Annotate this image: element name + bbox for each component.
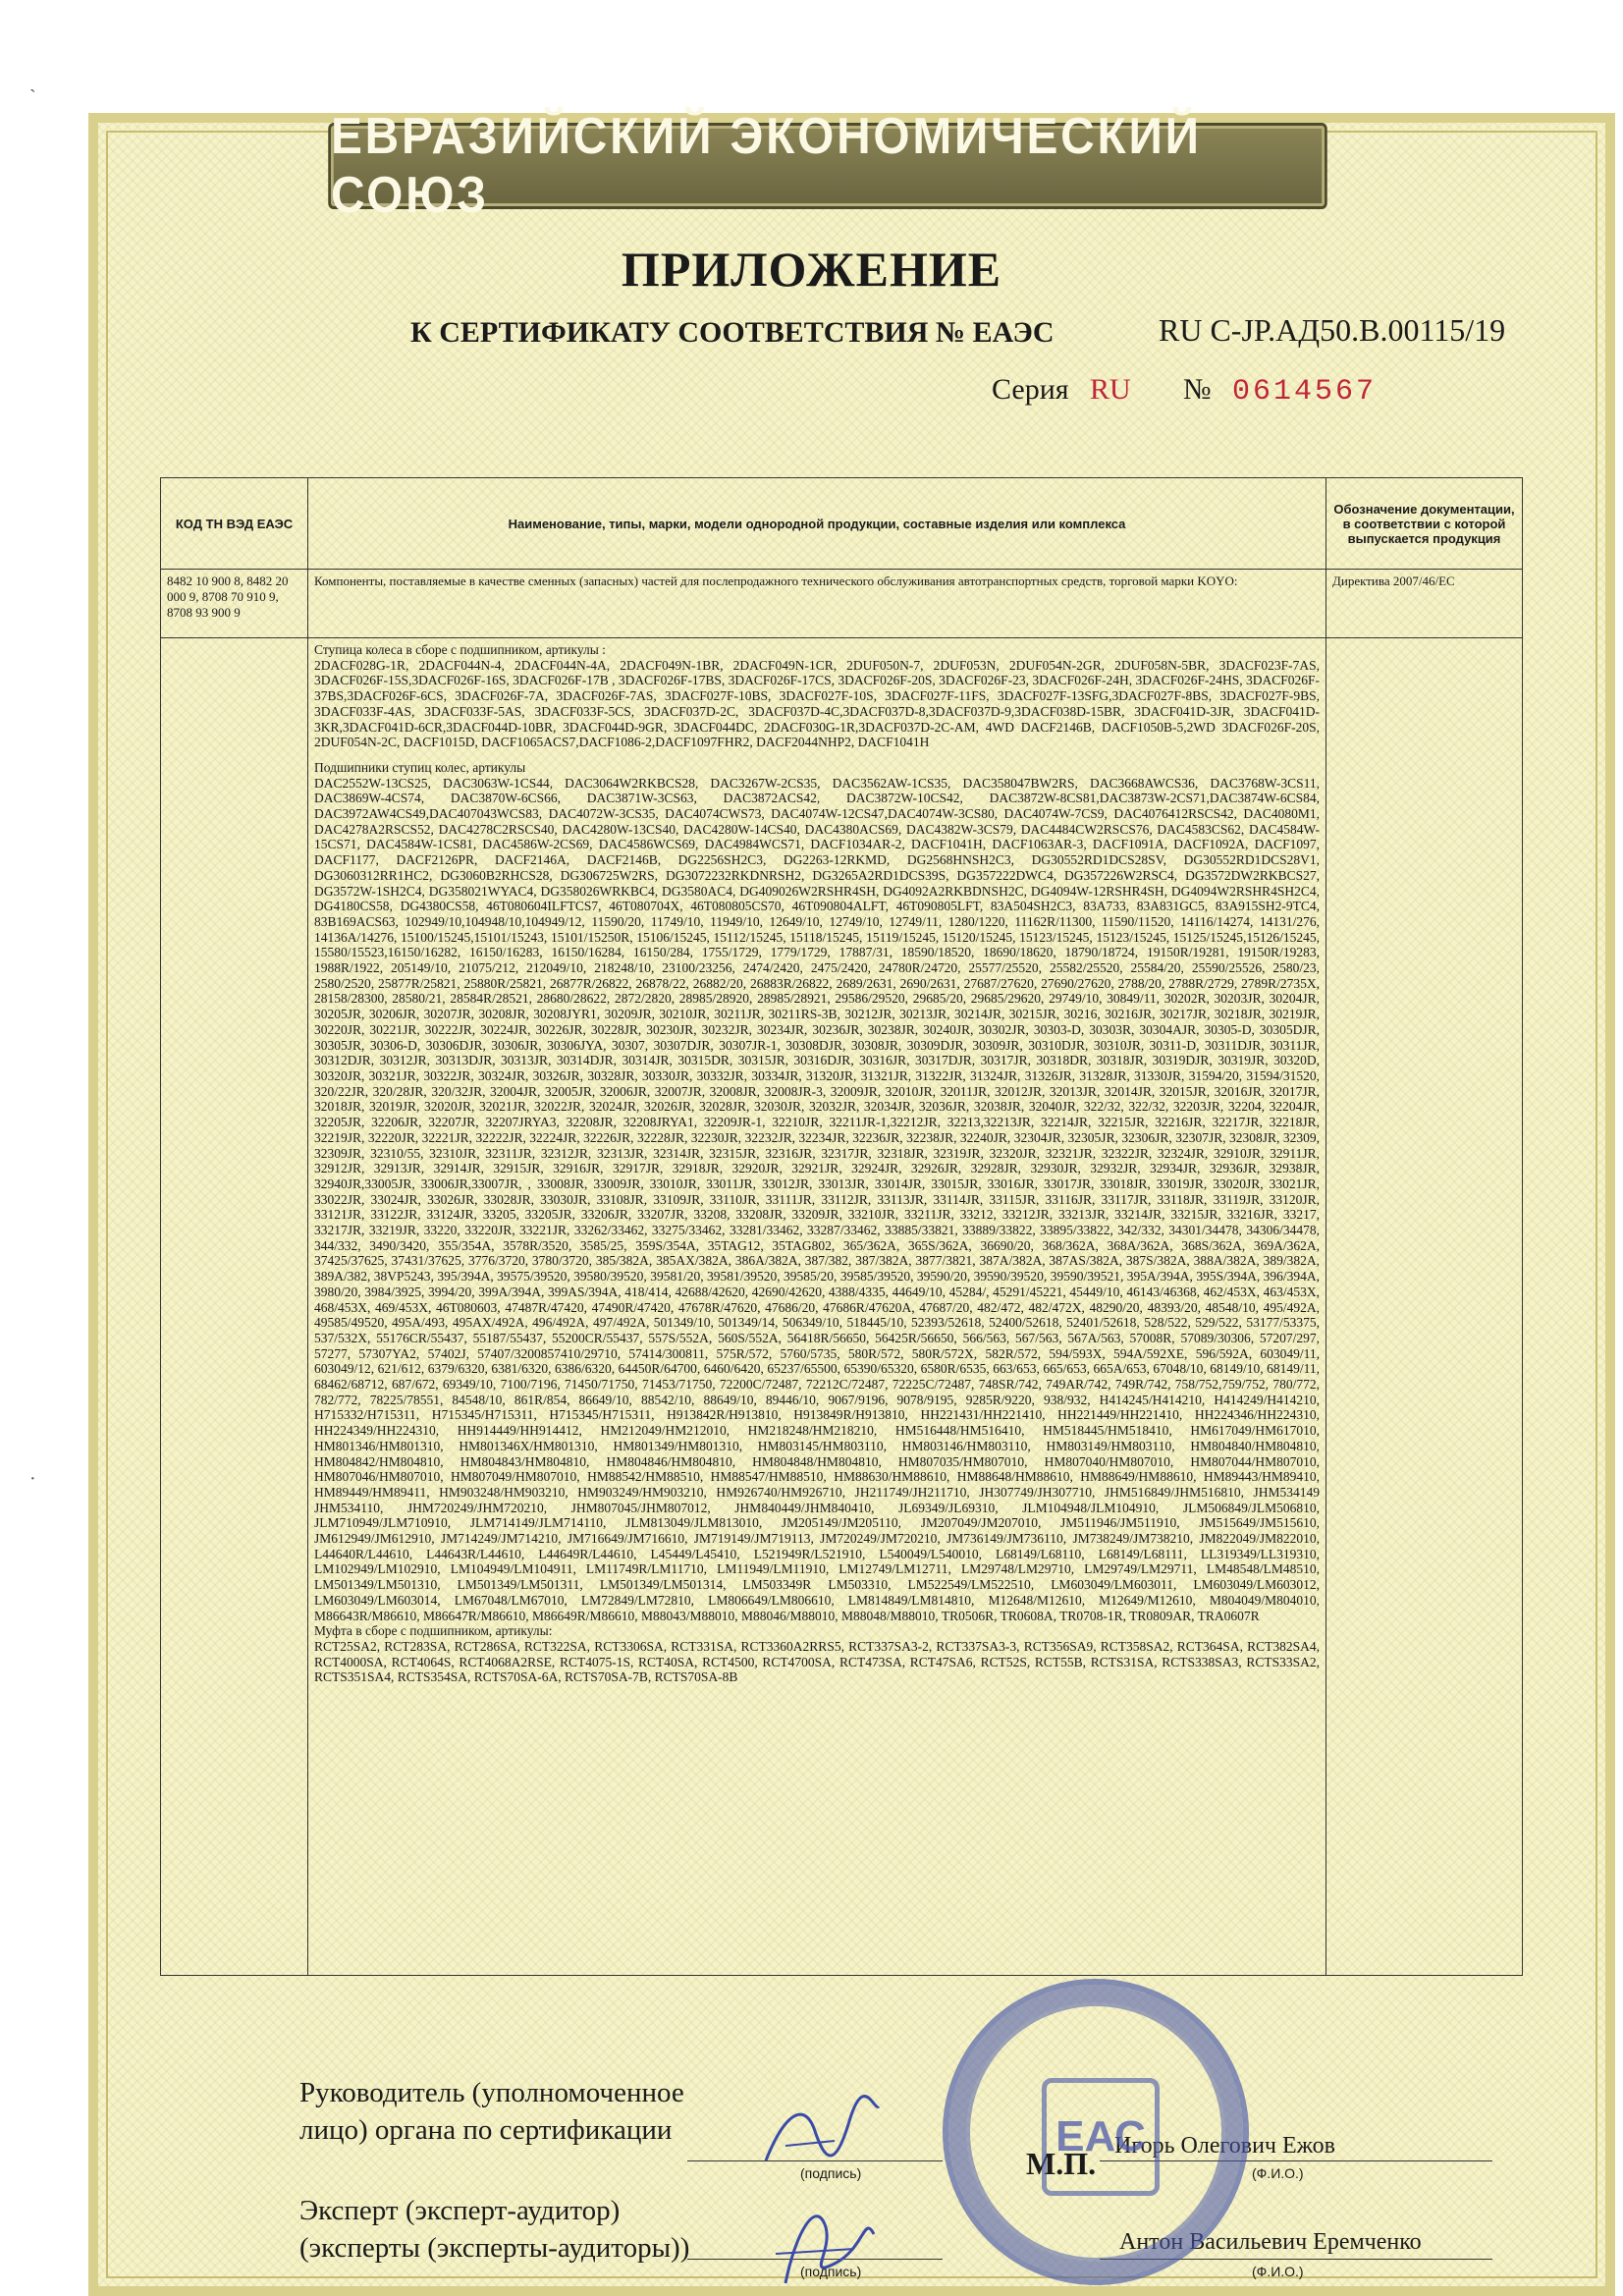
product-intro: Компоненты, поставляемые в качестве сменных (запасных) частей для послепродажного технического обслуживания автотранспортных средств, торговой марки KOYO: [308,570,1326,638]
empty-cell [161,638,308,1976]
col-code-header: КОД ТН ВЭД ЕАЭС [161,478,308,570]
certification-stamp-icon [943,1979,1249,2285]
bearing-title: Подшипники ступиц колес, артикулы [314,759,526,775]
document-title: ПРИЛОЖЕНИЕ [621,242,1002,297]
series-value: RU [1090,373,1131,406]
punch-mark: · [29,1468,36,1490]
punch-mark: ` [29,86,36,108]
hs-codes: 8482 10 900 8, 8482 20 000 9, 8708 70 910 9, 8708 93 900 9 [161,570,308,638]
col-name-header: Наименование, типы, марки, модели однородной продукции, составные изделия или комплекса [308,478,1326,570]
number-label: № [1183,373,1212,406]
serial-number: 0614567 [1232,375,1378,409]
clutch-title: Муфта в сборе с подшипником, артикулы: [314,1623,553,1639]
bearing-items: DAC2552W-13CS25, DAC3063W-1CS44, DAC3064W2RKBCS28, DAC3267W-2CS35, DAC3562AW-1CS35, DAC358047BW2RS, DAC3668AWCS36, DAC3768W-3CS11, DAC3869W-4CS74, DAC3870W-6CS66, DAC3871W-3CS63, DAC3872ACS42, DAC3872W-10CS42, DAC3872W-8CS81,DAC3873W-2CS71,DAC3874W-6CS84, DAC3972AW4CS49,DAC407043WCS83, DAC4072W-3CS35, DAC4074CWS73, DAC4074W-12CS47,DAC4074W-3CS80, DAC4074W-7CS9, DAC4076412RSCS42, DAC4080M1, DAC4278A2RSCS52, DAC4278C2RSCS40, DAC4280W-13CS40, DAC4280W-14CS40, DAC4380ACS69, DAC4382W-3CS79, DAC4484CW2RSCS76, DAC4583CS62, DAC4584W-15CS71, DAC4584W-1CS81, DAC4586W-2CS69, DAC4586WCS69, DAC4984WCS71, DACF1034AR-2, DACF1041H, DACF1063AR-3, DACF1091A, DACF1092A, DACF1097, DACF1177, DACF2126PR, DACF2146A, DACF2146B, DG2256SH2C3, DG2263-12RKMD, DG2568HNSH2C3, DG30552RD1DCS28SV, DG30552RD1DCS28V1, DG3060312RR1HC2, DG3060B2RHCS28, DG306725W2RS, DG3072232RKDNRSH2, DG3265A2RD1DCS39S, DG357222DWC4, DG357226W2RSC4, DG3572DW2RKBCS27, DG3572W-1SH2C4, DG358021WYAC4, DG358026WRKBC4, DG3580AC4, DG409026W2RSHR4SH, DG4092A2RKBDNSH2C, DG4094W-12RSHR4SH, DG4094W2RSHR4SH2C4, DG4180CS58, DG4380CS58, 46T080604ILFTCS7, 46T080704X, 46T080805CS70, 46T090804ALFT, 46T090805LFT, 83A504SH2C3, 83A733, 83A831GC5, 83A915SH2-9TC4, 83B169ACS63, 102949/10,104948/10,104949/12, 11590/20, 11749/10, 11949/10, 12649/10, 12749/10, 12749/11, 1280/1220, 11162R/11300, 11590/11520, 14116/14274, 14131/276, 14136A/14276, 15100/15245,15101/15243, 15101/15250R, 15106/15245, 15112/15245, 15118/15245, 15119/15245, 15120/15245, 15123/15245, 15123/15245, 15125/15245,15126/15245, 15580/15523,16150/16282, 16150/16283, 16150/16284, 16150/284, 1755/1729, 1779/1729, 17887/31, 18590/18520, 18690/18620, 18790/18724, 19150R/19281, 19150R/19283, 1988R/1922, 205149/10, 21075/212, 212049/10, 218248/10, 23100/23256, 2474/2420, 2475/2420, 24780R/24720, 25577/25520, 25582/25520, 25584/20, 25590/25526, 2580/23, 2580/2520, 25877R/25821, 25880R/25821, 26877R/26822, 26878/22, 26882/20, 26883R/26822, 2689/2631, 2690/2631, 27687/27620, 27690/27620, 2788/20, 2788R/2729, 2789R/2735X, 28158/28300, 28580/21, 28584R/28521, 28680/28622, 2872/2820, 28985/28920, 28985/28921, 29586/29520, 29685/20, 29685/29620, 29749/10, 30849/11, 30202R, 30203JR, 30204JR, 30205JR, 30206JR, 30207JR, 30208JR, 30208JYR1, 30209JR, 30210JR, 30211JR, 30211RS-3B, 30212JR, 30213JR, 30214JR, 30215JR, 30216, 30216JR, 30217JR, 30218JR, 30219JR, 30220JR, 30221JR, 30222JR, 30224JR, 30226JR, 30228JR, 30230JR, 30232JR, 30234JR, 30236JR, 30238JR, 30240JR, 30302JR, 30303-D, 30303R, 30304AJR, 30305-D, 30305DJR, 30305JR, 30306-D, 30306DJR, 30306JR, 30306JYA, 30307, 30307DJR, 30307JR-1, 30308DJR, 30308JR, 30309DJR, 30309JR, 30310DJR, 30310JR, 30311-D, 30311DJR, 30311JR, 30312DJR, 30312JR, 30313DJR, 30313JR, 30314DJR, 30314JR, 30315DR, 30315JR, 30316DJR, 30316JR, 30317DJR, 30317JR, 30318DR, 30318JR, 30319DJR, 30319JR, 30320D, 30320JR, 30321JR, 30322JR, 30324JR, 30326JR, 30328JR, 30330JR, 30332JR, 30334JR, 31320JR, 31321JR, 31322JR, 31324JR, 31326JR, 31328JR, 31330JR, 31594/20, 31594/31520, 320/22JR, 320/28JR, 320/32JR, 32004JR, 32005JR, 32006JR, 32007JR, 32008JR, 32008JR-3, 32009JR, 32010JR, 32011JR, 32012JR, 32013JR, 32014JR, 32015JR, 32016JR, 32017JR, 32018JR, 32019JR, 32020JR, 32021JR, 32022JR, 32024JR, 32026JR, 32028JR, 32030JR, 32032JR, 32034JR, 32036JR, 32038JR, 32040JR, 322/32, 322/32, 32203JR, 32204, 32204JR, 32205JR, 32206JR, 32207JR, 32207JRYA3, 32208JR, 32208JRYA1, 32209JR-1, 32210JR, 32211JR-1,32212JR, 32213,32213JR, 32214JR, 32215JR, 32216JR, 32217JR, 32218JR, 32219JR, 32220JR, 32221JR, 32222JR, 32224JR, 32226JR, 32228JR, 32230JR, 32232JR, 32234JR, 32236JR, 32238JR, 32240JR, 32304JR, 32305JR, 32306JR, 32307JR, 32308JR, 32309, 32309JR, 32310/55, 32310JR, 32311JR, 32312JR, 32313JR, 32314JR, 32315JR, 32316JR, 32317JR, 32318JR, 32319JR, 32320JR, 32321JR, 32322JR, 32324JR, 32910JR, 32911JR, 32912JR, 32913JR, 32914JR, 32915JR, 32916JR, 32917JR, 32918JR, 32920JR, 32921JR, 32924JR, 32926JR, 32928JR, 32930JR, 32932JR, 32934JR, 32936JR, 32938JR, 32940JR,33005JR, 33006JR,33007JR, , 33008JR, 33009JR, 33010JR, 33011JR, 33012JR, 33013JR, 33014JR, 33015JR, 33016JR, 33017JR, 33018JR, 33019JR, 33020JR, 33021JR, 33022JR, 33024JR, 33026JR, 33028JR, 33030JR, 33108JR, 33109JR, 33110JR, 33111JR, 33112JR, 33113JR, 33114JR, 33115JR, 33116JR, 33117JR, 33118JR, 33119JR, 33120JR, 33121JR, 33122JR, 33124JR, 33205, 33205JR, 33206JR, 33207JR, 33208, 33208JR, 33209JR, 33210JR, 33211JR, 33212, 33212JR, 33213JR, 33214JR, 33215JR, 33216JR, 33217, 33217JR, 33219JR, 33220, 33220JR, 33221JR, 33262/33462, 33275/33462, 33281/33462, 33287/33462, 33885/33821, 33889/33822, 33895/33822, 342/332, 34301/34478, 34306/34478, 344/332, 3490/3420, 355/354A, 3578R/3520, 3585/25, 359S/354A, 35TAG12, 35TAG802, 365/362A, 365S/362A, 36690/20, 368/362A, 368A/362A, 368S/362A, 369A/362A, 37425/37625, 37431/37625, 3776/3720, 3780/3720, 385/382A, 385AX/382A, 386A/382A, 387/382, 387/382A, 3877/3821, 387A/382A, 387AS/382A, 387S/382A, 388A/382A, 389/382A, 389A/382, 38VP5243, 395/394A, 39575/39520, 39580/39520, 39581/20, 39581/39520, 39585/20, 39585/39520, 39590/20, 39590/39520, 39590/39521, 395A/394A, 395S/394A, 396/394A, 3980/20, 3984/3925, 3994/20, 399A/394A, 399AS/394A, 418/414, 42688/42620, 42690/42620, 4388/4335, 44649/10, 45284/, 45291/45221, 45449/10, 46143/46368, 462/453X, 463/453X, 468/453X, 469/453X, 46T080603, 47487R/47420, 47490R/47420, 47678R/47620, 47686/20, 47686R/47620A, 47687/20, 482/472, 482/472X, 48290/20, 48393/20, 48548/10, 495/492A, 49585/49520, 495A/493, 495AX/492A, 496/492A, 497/492A, 501349/10, 501349/14, 506349/10, 518445/10, 52393/52618, 52400/52618, 52401/52618, 528/522, 529/522, 53177/53375, 537/532X, 55176CR/55437, 55187/55437, 55200CR/55437, 557S/552A, 560S/552A, 56418R/56650, 56425R/56650, 566/563, 567/563, 567A/563, 57008R, 57089/30306, 57207/297, 57277, 57307YA2, 57402J, 57407/3200857410/29710, 57414/300811, 575R/572, 5760/5735, 580R/572, 580R/572X, 582R/572, 594/593X, 594A/592XE, 596/592A, 603049/11, 603049/12, 621/612, 6379/6320, 6381/6320, 6386/6320, 64450R/64700, 6460/6420, 65237/65500, 65390/65320, 6580R/6535, 663/653, 665/653, 665A/653, 67048/10, 68149/10, 68149/11, 68462/68712, 687/672, 69349/10, 7100/7196, 71450/71750, 71453/71750, 72200C/72487, 72212C/72487, 72225C/72487, 748SR/742, 749AR/742, 749R/742, 758/752,759/752, 780/772, 782/772, 78225/78551, 84548/10, 861R/854, 86649/10, 88542/10, 88649/10, 89446/10, 9067/9196, 9078/9195, 9285R/9220, 938/932, H414245/H414210, H414249/H414210, H715332/H715311, H715345/H715311, H715345/H715311, H913842R/H913810, H913849R/H913810, HH221431/HH221410, HH221449/HH221410, HH224346/HH224310, HH224349/HH224310, HH914449/HH914412, HM212049/HM212010, HM218248/HM218210, HM516448/HM516410, HM518445/HM518410, HM617049/HM617010, HM801346/HM801310, HM801346X/HM801310, HM801349/HM801310, HM803145/HM803110, HM803146/HM803110, HM803149/HM803110, HM804840/HM804810, HM804842/HM804810, HM804843/HM804810, HM804846/HM804810, HM804848/HM804810, HM807035/HM807010, HM807040/HM807010, HM807044/HM807010, HM807046/HM807010, HM807049/HM807010, HM88542/HM88510, HM88547/HM88510, HM88630/HM88610, HM88648/HM88610, HM88649/HM88610, HM89443/HM89410, HM89449/HM89411, HM903248/HM903210, HM903249/HM903210, HM926740/HM926710, JH211749/JH211710, JH307749/JH307710, JHM516849/JHM516810, JHM534149 JHM534110, JHM720249/JHM720210, JHM807045/JHM807012, JHM840449/JHM840410, JL69349/JL69310, JLM104948/JLM104910, JLM506849/JLM506810, JLM710949/JLM710910, JLM714149/JLM714110, JLM813049/JLM813010, JM205149/JM205110, JM207049/JM207010, JM511946/JM511910, JM515649/JM515610, JM612949/JM612910, JM714249/JM714210, JM716649/JM716610, JM719149/JM719113, JM720249/JM720210, JM736149/JM736110, JM738249/JM738210, JM822049/JM822010, L44640R/L44610, L44643R/L44610, L44649R/L44610, L45449/L45410, L521949R/L521910, L540049/L540010, L68149/L68110, L68149/L68111, LL319349/LL319310, LM102949/LM102910, LM104949/LM104911, LM11749R/LM11710, LM11949/LM11910, LM12749/LM12711, LM29748/LM29710, LM29749/LM29711, LM48548/LM48510, LM501349/LM501310, LM501349/LM501311, LM501349/LM501314, LM503349R LM503310, LM522549/LM522510, LM603049/LM603011, LM603049/LM603012, LM603049/LM603014, LM67048/LM67010, LM72849/LM72810, LM806649/LM806610, LM814849/LM814810, M12648/M12610, M12649/M12610, M804049/M804010, M86643R/M86610, M86647R/M86610, M86649R/M86610, M88043/M88010, M88046/M88010, M88048/M88010, TR0506R, TR0608A, TR0708-1R, TR0809AR, TRA0607R [314,775,1320,1623]
head-name: Игорь Олегович Ежов [1114,2133,1335,2159]
expert-label: Эксперт (эксперт-аудитор) (эксперты (эксперты-аудиторы)) [299,2195,690,2264]
seal-label: М.П. [1026,2146,1097,2181]
head-name-caption: (Ф.И.О.) [1252,2165,1304,2181]
expert-name: Антон Васильевич Еремченко [1119,2229,1422,2255]
product-list-cell [308,638,1326,1976]
expert-signature-icon [766,2195,884,2293]
series-label: Серия [992,373,1069,406]
union-banner [328,108,1327,224]
head-signature-icon [756,2092,884,2180]
hub-title: Ступица колеса в сборе с подшипником, артикулы : [314,642,606,657]
certificate-subtitle: К СЕРТИФИКАТУ СООТВЕТСТВИЯ № ЕАЭС [410,316,1055,349]
head-label: Руководитель (уполномоченное лицо) органа по сертификации [299,2077,684,2146]
expert-signature-caption: (подпись) [800,2264,862,2279]
table-row [161,638,1523,1976]
table-row [161,570,1523,638]
certificate-number: RU C-JP.АД50.В.00115/19 [1159,312,1506,348]
directive-cell: Директива 2007/46/ЕС [1326,570,1523,638]
union-title: ЕВРАЗИЙСКИЙ ЭКОНОМИЧЕСКИЙ СОЮЗ [331,108,1202,224]
expert-name-caption: (Ф.И.О.) [1252,2264,1304,2279]
empty-cell [1326,638,1523,1976]
eac-mark: ЕАС [1042,2078,1160,2196]
hub-items: 2DACF028G-1R, 2DACF044N-4, 2DACF044N-4A, 2DACF049N-1BR, 2DACF049N-1CR, 2DUF050N-7, 2DUF053N, 2DUF054N-2GR, 2DUF058N-5BR, 3DACF023F-7AS, 3DACF026F-15S,3DACF026F-16S, 3DACF026F-17B , 3DACF026F-17BS, 3DACF026F-17CS, 3DACF026F-20S, 3DACF026F-23, 3DACF026F-24H, 3DACF026F-24HS, 3DACF026F-37BS,3DACF026F-6CS, 3DACF026F-7A, 3DACF026F-7AS, 3DACF027F-10BS, 3DACF027F-10S, 3DACF027F-11FS, 3DACF027F-13SFG,3DACF027F-8BS, 3DACF027F-9BS, 3DACF033F-4AS, 3DACF033F-5AS, 3DACF033F-5CS, 3DACF037D-2C, 3DACF037D-4C,3DACF037D-8,3DACF037D-9,3DACF038D-15BR, 3DACF041D-3JR, 3DACF041D-3KR,3DACF041D-6CR,3DACF044D-10BR, 3DACF044D-9GR, 3DACF044DC, 2DACF030G-1R,3DACF037D-2C-AM, 4WD DACF2146B, DACF1050B-5,2WD 3DACF026F-20S, 2DUF054N-2C, DACF1015D, DACF1065ACS7,DACF1086-2,DACF1097FHR2, DACF2044NHP2, DACF1041H [314,657,1320,750]
head-signature-caption: (подпись) [800,2165,862,2181]
clutch-items: RCT25SA2, RCT283SA, RCT286SA, RCT322SA, RCT3306SA, RCT331SA, RCT3360A2RRS5, RCT337SA3-2, RCT337SA3-3, RCT356SA9, RCT358SA2, RCT364SA, RCT382SA4, RCT4000SA, RCT4064S, RCT4068A2RSE, RCT4075-1S, RCT40SA, RCT4500, RCT4700SA, RCT473SA, RCT47SA6, RCT52S, RCT55B, RCTS31SA, RCTS338SA3, RCTS33SA2, RCTS351SA4, RCTS354SA, RCTS70SA-6A, RCTS70SA-7B, RCTS70SA-8B [314,1639,1320,1685]
table-header-row [161,478,1523,570]
col-doc-header: Обозначение документации, в соответствии с которой выпускается продукция [1326,478,1523,570]
product-table [160,477,1523,1976]
